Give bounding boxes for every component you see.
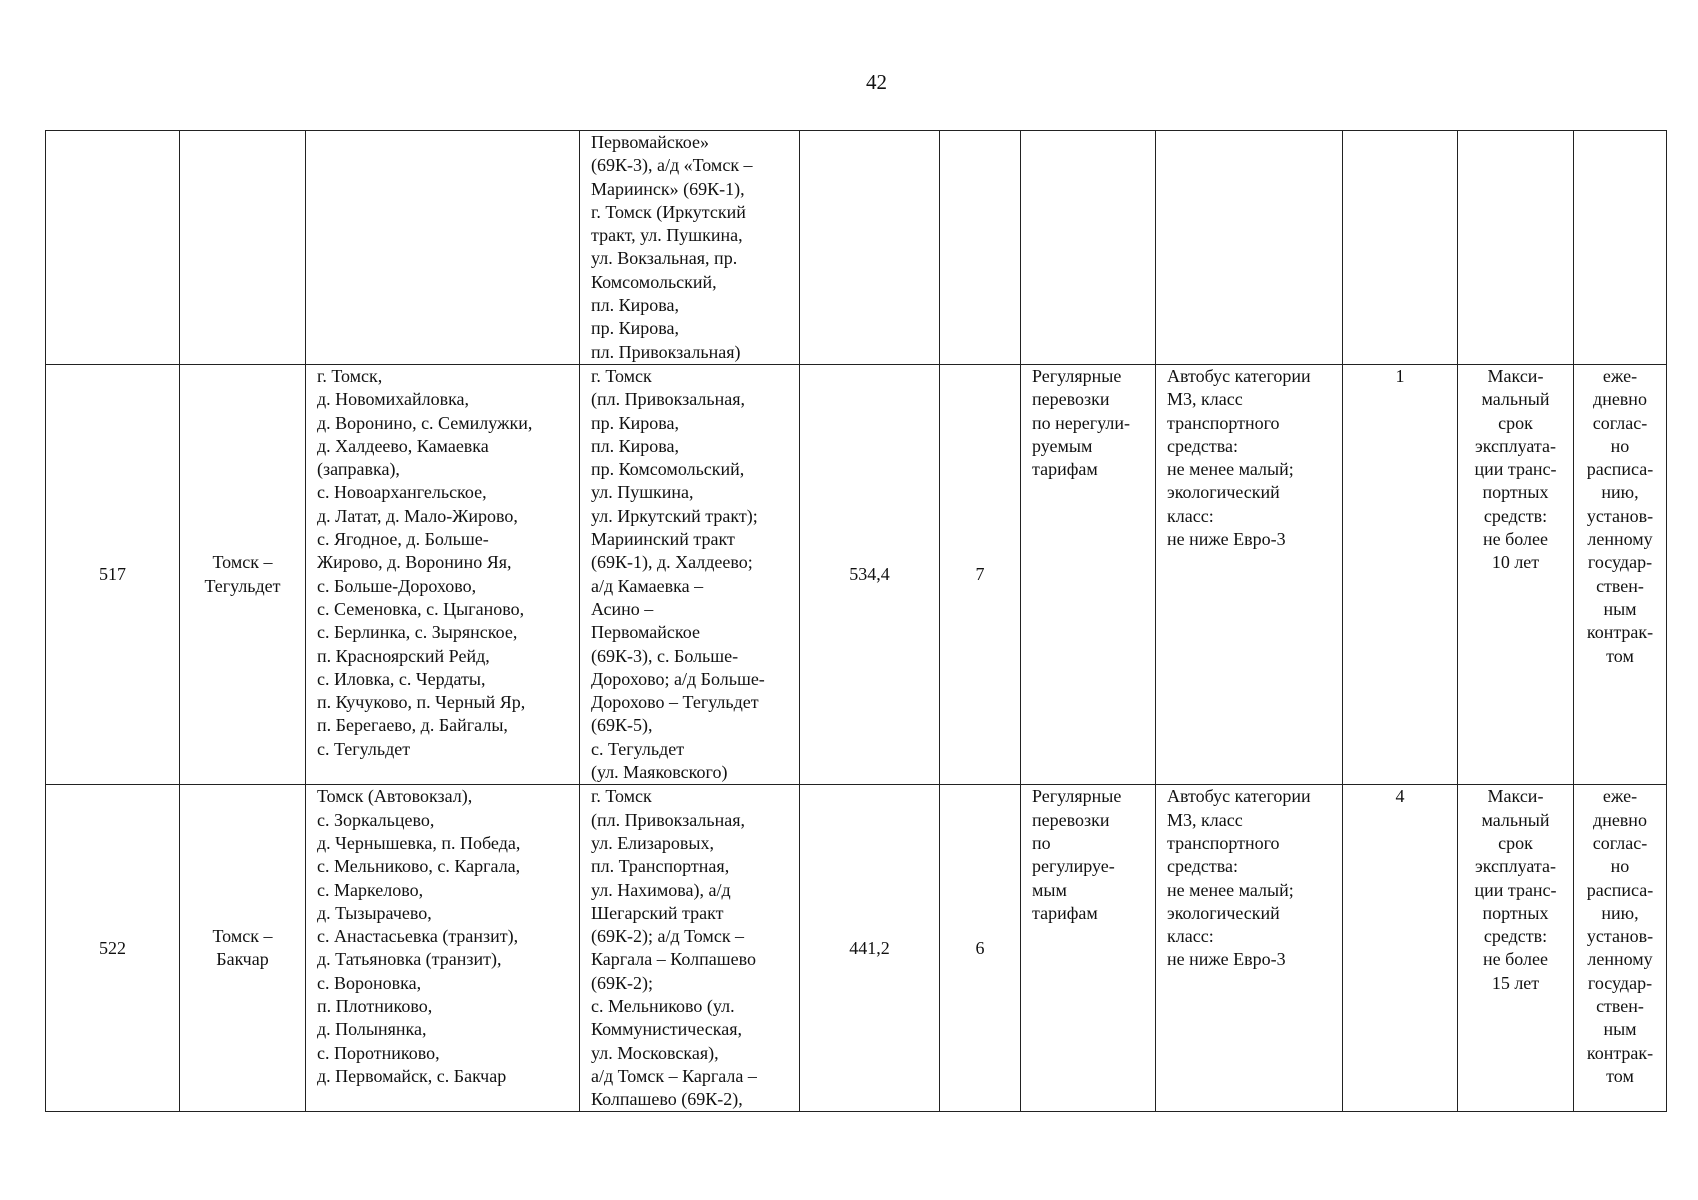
route-name-cell xyxy=(180,131,306,365)
route-vehicle-count-cell xyxy=(1343,131,1458,365)
route-schedule-cell: еже- дневно соглас‑ но расписа- нию, установ- ленному государ- ствен- ным контрак- том xyxy=(1574,785,1667,1112)
route-number-cell: 517 xyxy=(46,364,180,784)
route-length-cell: 441,2 xyxy=(800,785,940,1112)
route-length-cell xyxy=(800,131,940,365)
route-type-cell xyxy=(1021,131,1156,365)
route-vehicle-cell: Автобус категории М3, класс транспортного средства: не менее малый; экологический класс: не ниже Евро-3 xyxy=(1156,364,1343,784)
table-row xyxy=(46,364,1667,784)
route-stops-cell: Томск (Автовокзал), с. Зоркальцево, д. Чернышевка, п. Победа, с. Мельниково, с. Каргала, с. Маркелово, д. Тызырачево, с. Анастасьевка (транзит), д. Татьяновка (транзит), с. Вороновка, п. Плотниково, д. Полынянка, с. Поротниково, д. Первомайск, с. Бакчар xyxy=(306,785,580,1112)
route-vehicle-age-cell: Макси- мальный срок эксплуата- ции транс- портных средств: не более 15 лет xyxy=(1458,785,1574,1112)
route-streets-cell: г. Томск (пл. Привокзальная, пр. Кирова, пл. Кирова, пр. Комсомольский, ул. Пушкина, ул. Иркутский тракт); Мариинский тракт (69К-1), д. Халдеево; а/д Камаевка – Асино – Первомайское (69К-3), с. Больше- Дорохово; а/д Больше- Дорохово – Тегульдет (69К-5), с. Тегульдет (ул. Маяковского) xyxy=(580,364,800,784)
route-name-cell: Томск – Бакчар xyxy=(180,785,306,1112)
page-number: 42 xyxy=(866,70,887,94)
routes-table xyxy=(45,130,1667,1112)
route-stops-count-cell: 6 xyxy=(940,785,1021,1112)
route-stops-count-cell xyxy=(940,131,1021,365)
table-row xyxy=(46,785,1667,1112)
table-row xyxy=(46,131,1667,365)
route-vehicle-count-cell: 4 xyxy=(1343,785,1458,1112)
route-vehicle-cell: Автобус категории М3, класс транспортного средства: не менее малый; экологический класс: не ниже Евро-3 xyxy=(1156,785,1343,1112)
route-streets-cell: Первомайское» (69К-3), а/д «Томск – Мариинск» (69К-1), г. Томск (Иркутский тракт, ул. Пушкина, ул. Вокзальная, пр. Комсомольский, пл. Кирова, пр. Кирова, пл. Привокзальная) xyxy=(580,131,800,365)
route-vehicle-cell xyxy=(1156,131,1343,365)
route-stops-cell xyxy=(306,131,580,365)
route-streets-cell: г. Томск (пл. Привокзальная, ул. Елизаровых, пл. Транспортная, ул. Нахимова), а/д Шегарский тракт (69К-2); а/д Томск – Каргала – Колпашево (69К-2); с. Мельниково (ул. Коммунистическая, ул. Московская), а/д Томск – Каргала – Колпашево (69К-2), xyxy=(580,785,800,1112)
route-number-cell xyxy=(46,131,180,365)
route-vehicle-age-cell xyxy=(1458,131,1574,365)
route-vehicle-count-cell: 1 xyxy=(1343,364,1458,784)
route-number-cell: 522 xyxy=(46,785,180,1112)
route-stops-cell: г. Томск, д. Новомихайловка, д. Воронино, с. Семилужки, д. Халдеево, Камаевка (заправка), с. Новоархангельское, д. Латат, д. Мало-Жирово, с. Ягодное, д. Больше- Жирово, д. Воронино Яя, с. Больше-Дорохово, с. Семеновка, с. Цыганово, с. Берлинка, с. Зырянское, п. Красноярский Рейд, с. Иловка, с. Чердаты, п. Кучуково, п. Черный Яр, п. Берегаево, д. Байгалы, с. Тегульдет xyxy=(306,364,580,784)
route-type-cell: Регулярные перевозки по регулируе- мым тарифам xyxy=(1021,785,1156,1112)
route-schedule-cell: еже- дневно соглас‑ но расписа- нию, установ- ленному государ- ствен- ным контрак- том xyxy=(1574,364,1667,784)
route-vehicle-age-cell: Макси- мальный срок эксплуата- ции транс- портных средств: не более 10 лет xyxy=(1458,364,1574,784)
route-length-cell: 534,4 xyxy=(800,364,940,784)
route-stops-count-cell: 7 xyxy=(940,364,1021,784)
route-name-cell: Томск – Тегульдет xyxy=(180,364,306,784)
route-type-cell: Регулярные перевозки по нерегули- руемым тарифам xyxy=(1021,364,1156,784)
route-schedule-cell xyxy=(1574,131,1667,365)
